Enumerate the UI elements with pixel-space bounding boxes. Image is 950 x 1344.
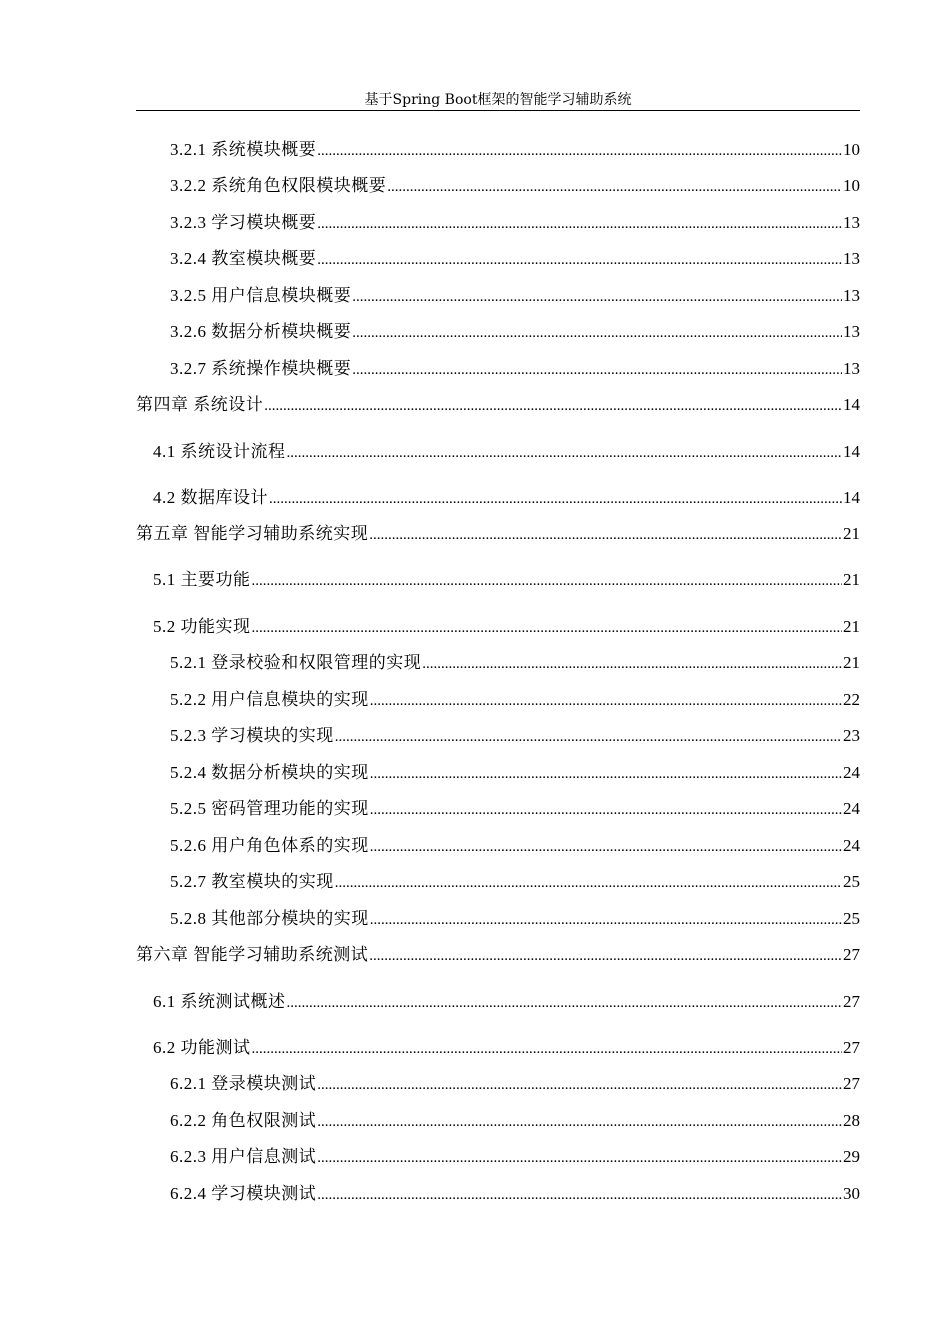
toc-entry[interactable] <box>170 1183 860 1205</box>
toc-entry[interactable] <box>170 212 860 234</box>
toc-page-number: 27 <box>843 1038 860 1057</box>
toc-dot-leader <box>335 872 842 894</box>
toc-page-number: 24 <box>843 763 860 782</box>
toc-entry-title: 3.2.4 教室模块概要 <box>170 249 317 268</box>
toc-page-number: 13 <box>843 249 860 268</box>
toc-page-number: 21 <box>843 617 860 636</box>
toc-dot-leader <box>370 909 842 931</box>
toc-entry-title: 5.1 主要功能 <box>153 570 251 589</box>
toc-entry[interactable] <box>170 689 860 711</box>
toc-entry[interactable] <box>170 175 860 197</box>
toc-entry-title: 6.2 功能测试 <box>153 1038 251 1057</box>
toc-entry-title: 6.2.4 学习模块测试 <box>170 1184 317 1203</box>
toc-entry[interactable] <box>170 798 860 820</box>
toc-entry-title: 第五章 智能学习辅助系统实现 <box>136 524 369 543</box>
toc-dot-leader <box>264 395 842 417</box>
toc-entry[interactable] <box>170 248 860 270</box>
toc-dot-leader <box>317 213 842 235</box>
toc-entry[interactable] <box>153 616 860 638</box>
toc-page-number: 24 <box>843 836 860 855</box>
toc-entry[interactable] <box>153 991 860 1013</box>
toc-dot-leader <box>317 1111 842 1133</box>
toc-page-number: 27 <box>843 992 860 1011</box>
toc-entry-title: 3.2.7 系统操作模块概要 <box>170 359 352 378</box>
toc-entry[interactable] <box>170 139 860 161</box>
toc-entry-title: 4.1 系统设计流程 <box>153 442 286 461</box>
toc-page-number: 21 <box>843 570 860 589</box>
toc-page-number: 27 <box>843 945 860 964</box>
toc-dot-leader <box>370 836 842 858</box>
toc-entry[interactable] <box>170 321 860 343</box>
toc-page-number: 13 <box>843 286 860 305</box>
toc-dot-leader <box>352 322 842 344</box>
toc-entry[interactable] <box>153 569 860 591</box>
toc-entry[interactable] <box>170 1073 860 1095</box>
toc-page-number: 13 <box>843 359 860 378</box>
toc-page-number: 14 <box>843 442 860 461</box>
toc-dot-leader <box>287 442 843 464</box>
toc-entry[interactable] <box>170 762 860 784</box>
toc-page-number: 27 <box>843 1074 860 1093</box>
toc-page-number: 10 <box>843 140 860 159</box>
toc-dot-leader <box>352 286 842 308</box>
toc-dot-leader <box>317 140 842 162</box>
toc-entry-title: 3.2.6 数据分析模块概要 <box>170 322 352 341</box>
toc-entry[interactable] <box>170 358 860 380</box>
toc-page-number: 22 <box>843 690 860 709</box>
toc-dot-leader <box>252 617 843 639</box>
toc-entry[interactable] <box>136 523 860 545</box>
toc-entry[interactable] <box>136 394 860 416</box>
toc-dot-leader <box>352 359 842 381</box>
toc-entry[interactable] <box>170 908 860 930</box>
toc-entry-title: 5.2.3 学习模块的实现 <box>170 726 334 745</box>
toc-dot-leader <box>252 1038 843 1060</box>
toc-entry-title: 3.2.2 系统角色权限模块概要 <box>170 176 387 195</box>
toc-page-number: 21 <box>843 524 860 543</box>
toc-dot-leader <box>370 763 842 785</box>
toc-entry-title: 6.1 系统测试概述 <box>153 992 286 1011</box>
toc-entry[interactable] <box>170 871 860 893</box>
toc-entry-title: 5.2.2 用户信息模块的实现 <box>170 690 369 709</box>
toc-entry-title: 5.2.4 数据分析模块的实现 <box>170 763 369 782</box>
toc-entry[interactable] <box>170 835 860 857</box>
toc-dot-leader <box>369 524 842 546</box>
toc-entry-title: 5.2.6 用户角色体系的实现 <box>170 836 369 855</box>
toc-dot-leader <box>317 1147 842 1169</box>
toc-page-number: 29 <box>843 1147 860 1166</box>
toc-entry-title: 第四章 系统设计 <box>136 395 264 414</box>
toc-page-number: 13 <box>843 322 860 341</box>
toc-dot-leader <box>370 690 842 712</box>
toc-page-number: 25 <box>843 872 860 891</box>
toc-dot-leader <box>287 992 843 1014</box>
toc-page-number: 25 <box>843 909 860 928</box>
toc-entry[interactable] <box>136 944 860 966</box>
toc-dot-leader <box>317 1074 842 1096</box>
toc-dot-leader <box>317 1184 842 1206</box>
toc-entry[interactable] <box>153 487 860 509</box>
toc-entry-title: 5.2.8 其他部分模块的实现 <box>170 909 369 928</box>
toc-entry-title: 6.2.3 用户信息测试 <box>170 1147 317 1166</box>
toc-entry-title: 5.2 功能实现 <box>153 617 251 636</box>
toc-dot-leader <box>370 799 842 821</box>
toc-dot-leader <box>387 176 842 198</box>
toc-entry[interactable] <box>170 1146 860 1168</box>
toc-entry-title: 5.2.7 教室模块的实现 <box>170 872 334 891</box>
toc-page-number: 14 <box>843 395 860 414</box>
toc-entry-title: 6.2.2 角色权限测试 <box>170 1111 317 1130</box>
toc-dot-leader <box>252 570 843 592</box>
toc-page-number: 24 <box>843 799 860 818</box>
toc-entry[interactable] <box>153 441 860 463</box>
toc-entry-title: 第六章 智能学习辅助系统测试 <box>136 945 369 964</box>
toc-entry[interactable] <box>170 1110 860 1132</box>
toc-entry-title: 5.2.1 登录校验和权限管理的实现 <box>170 653 422 672</box>
toc-page-number: 14 <box>843 488 860 507</box>
toc-page-number: 10 <box>843 176 860 195</box>
toc-dot-leader <box>317 249 842 271</box>
toc-dot-leader <box>369 945 842 967</box>
toc-entry[interactable] <box>153 1037 860 1059</box>
toc-entry[interactable] <box>170 725 860 747</box>
toc-entry-title: 3.2.1 系统模块概要 <box>170 140 317 159</box>
toc-page-number: 13 <box>843 213 860 232</box>
toc-page-number: 30 <box>843 1184 860 1203</box>
toc-entry[interactable] <box>170 285 860 307</box>
toc-page-number: 21 <box>843 653 860 672</box>
toc-entry-title: 5.2.5 密码管理功能的实现 <box>170 799 369 818</box>
toc-entry-title: 3.2.3 学习模块概要 <box>170 213 317 232</box>
toc-entry-title: 6.2.1 登录模块测试 <box>170 1074 317 1093</box>
toc-page-number: 23 <box>843 726 860 745</box>
toc-dot-leader <box>335 726 842 748</box>
toc-entry[interactable] <box>170 652 860 674</box>
toc-entry-title: 3.2.5 用户信息模块概要 <box>170 286 352 305</box>
toc-dot-leader <box>269 488 842 510</box>
toc-page-number: 28 <box>843 1111 860 1130</box>
toc-entry-title: 4.2 数据库设计 <box>153 488 268 507</box>
running-header: 基于Spring Boot框架的智能学习辅助系统 <box>364 92 632 108</box>
toc-dot-leader <box>422 653 842 675</box>
